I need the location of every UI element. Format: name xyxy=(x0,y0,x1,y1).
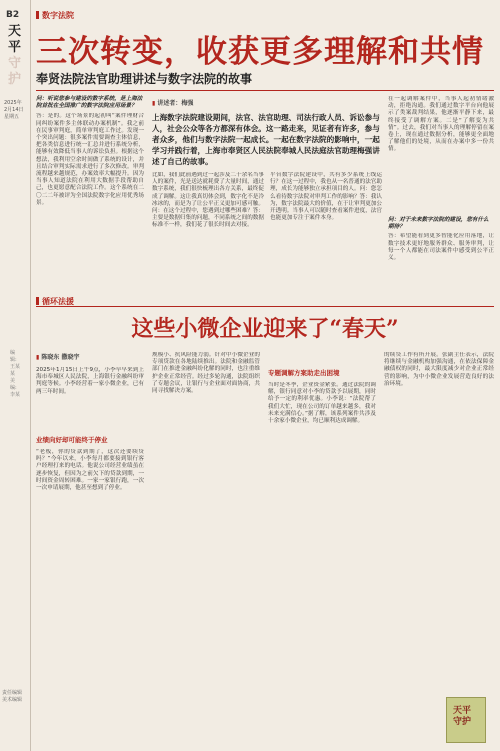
body-text: “老板，你的贷款到期了，这次还要续贷吗？”今年以来，小李每月都要接到银行客户经理打来的电话。他说公司经营业绩虽在逐步恢复，但因为之前欠下的贷款到期，一时间资金周转困难。一家一家银行跑，一次一次申请展期，他甚至想到了停业。 xyxy=(36,449,144,492)
divider xyxy=(36,306,494,307)
column-logo xyxy=(446,697,486,743)
lead-paragraph: 上海数字法院建设期间，法官、法官助理、司法行政人员、诉讼参与人，社会公众等各方都深有体会。这一路走来，见证者有许多，参与者众多，他们与数字法院一起成长。一起在数字法院的影响中，一起学习并践行着，上海市奉贤区人民法院奉城人民法庭法官助理梅强讲述了自己的故事。 xyxy=(152,113,380,166)
intro-text: 2025年1月15日上午9点，小李早早来到上海市奉城区人民法院，上海银行金融纠纷审判庭等候。小李经营着一家小微企业，已有两三年时间。 xyxy=(36,367,144,395)
editor-note: 编辑:王某某 美编:李某 xyxy=(10,350,21,398)
date-year: 2025年 xyxy=(4,100,22,106)
footer-line: 责任编辑 xyxy=(2,690,23,696)
bottom-col-3 xyxy=(268,352,376,742)
divider xyxy=(36,90,494,91)
top-col-4 xyxy=(388,96,494,286)
masthead-footer xyxy=(2,690,28,704)
subheading: 业绩向好却可能终于停业 xyxy=(36,436,108,444)
logo-text: 天平守护 xyxy=(453,706,472,727)
question: 问：听说您参与建设的数字系统，是上海法院首批在全国推广的数字法院应用场景？ xyxy=(36,96,143,110)
body-text: 平台数字法院建设中，共有多少系统上线运行？在这一过程中，我也从一名普通的法官助理，成长为能够独立承担项目的人。问：您怎么看待数字法院对审判工作的影响？答：我认为，数字法院最大的价值，在于让审判更加公开透明。当事人可以随时查看案件进度，法官也能更加专注于案件本身。 xyxy=(270,172,382,222)
brand-title-faded: 守护 xyxy=(8,56,22,87)
brand-title: 天平 xyxy=(8,24,22,55)
masthead-column xyxy=(0,0,31,751)
page-number: B2 xyxy=(6,10,20,20)
bottom-headline: 这些小微企业迎来了“春天” xyxy=(131,316,399,342)
bottom-col-1 xyxy=(36,352,144,742)
subheading: 专题调解方案助走出困境 xyxy=(268,369,340,377)
question: 问：对于未来数字法院的建设，您有什么期待？ xyxy=(388,217,489,231)
body-text: 答：是的。这个场景的起初叫“案件理财合同纠纷案件多主体联动办案机制”。我之前在民事审判庭，简单审判庭工作过。发现一个突出问题：很多案件需要调查主体信息，把各类信息进行统一汇总并进行系统分析，能够有效降低当事人的诉讼负担。根据这个想法，我利用空余时间做了系统的设计，并且结合审判实际需求进行了多次修改。审判流程越来越规范，办案效率大幅提升。因为当事人知道法院在利用大数据手段帮助自己，也更愿意配合法院工作。这个系统在二〇二二年被评为全国法院数字化应用优秀场景。 xyxy=(36,113,144,206)
issue-date xyxy=(4,100,28,121)
date-weekday: 星期五 xyxy=(4,114,20,120)
top-subheadline: 奉贤法院法官助理讲述与数字法院的故事 xyxy=(36,72,253,86)
section-tag-legal-aid: 循环法援 xyxy=(36,296,74,307)
byline: ▮ 讲述者：梅强 xyxy=(152,98,193,107)
body-text: 的续贷工作有所开展。张副主任表示，法院将继续与金融机构加强沟通，在依法保障金融债权的同时，最大限度减少对企业正常经营的影响，为中小微企业发展营造良好的法治环境。 xyxy=(384,352,494,387)
body-text: 当时是冬季，企业资金紧张。通过法院的调解，银行同意对小李的贷款予以展期，同时给予一定的利率优惠。小李说：“法院帮了我们大忙，现在公司的订单越来越多，我对未来充满信心。”据了解，该系列案件共涉及十余家小微企业，均已顺利达成调解。 xyxy=(268,382,376,425)
section-tag-digital-court: 数字法院 xyxy=(36,10,74,21)
footer-line: 美术编辑 xyxy=(2,697,23,703)
date-day: 2月14日 xyxy=(4,107,24,113)
body-text: 答：希望能看到更多智能化应用落地，让数字技术更好地服务群众、服务审判，让每一个人都能在司法案件中感受到公平正义。 xyxy=(388,233,494,262)
body-text: 比如，我们此前遇到过一起涉及二十余名当事人的案件，光是送达就耗费了大量时间，通过数字系统，我们很快梳理出各方关系，最终促成了调解。这让我真切体会到，数字化不是冷冰冰的，而是为了让公平正义更加可感可触。问：在这个过程中，您遇到过哪些困难？答：主要是数据归集的问题，不同系统之间的数据标准不一样，我们花了很长时间去对接。 xyxy=(152,172,264,229)
top-col-1 xyxy=(36,96,144,286)
body-text: 规模小、抗风险能力弱。针对中小微企业的专项贷款在各地陆续推出。法院和金融监管部门在推进金融纠纷化解的同时，也注重维护企业正常经营。经过多轮沟通，法院组织了专题会议，让银行与企业面对面协商，共同寻找解决方案。 xyxy=(152,352,260,395)
body-text: 在一起调解案件中，当事人起初情绪激动，拒绝沟通。我们通过数字平台向他展示了类案裁判结果，他逐渐平静下来，最终接受了调解方案。二是“了解变为共情”。过去，我们对当事人的理解停留在案卷上，现在通过数据分析，能够更全面地了解他们的处境，从而在办案中多一份共情。 xyxy=(388,96,494,153)
byline: ▮ 陈晓东 撒晓宇 xyxy=(36,352,144,361)
top-headline: 三次转变，收获更多理解和共情 xyxy=(36,34,484,70)
